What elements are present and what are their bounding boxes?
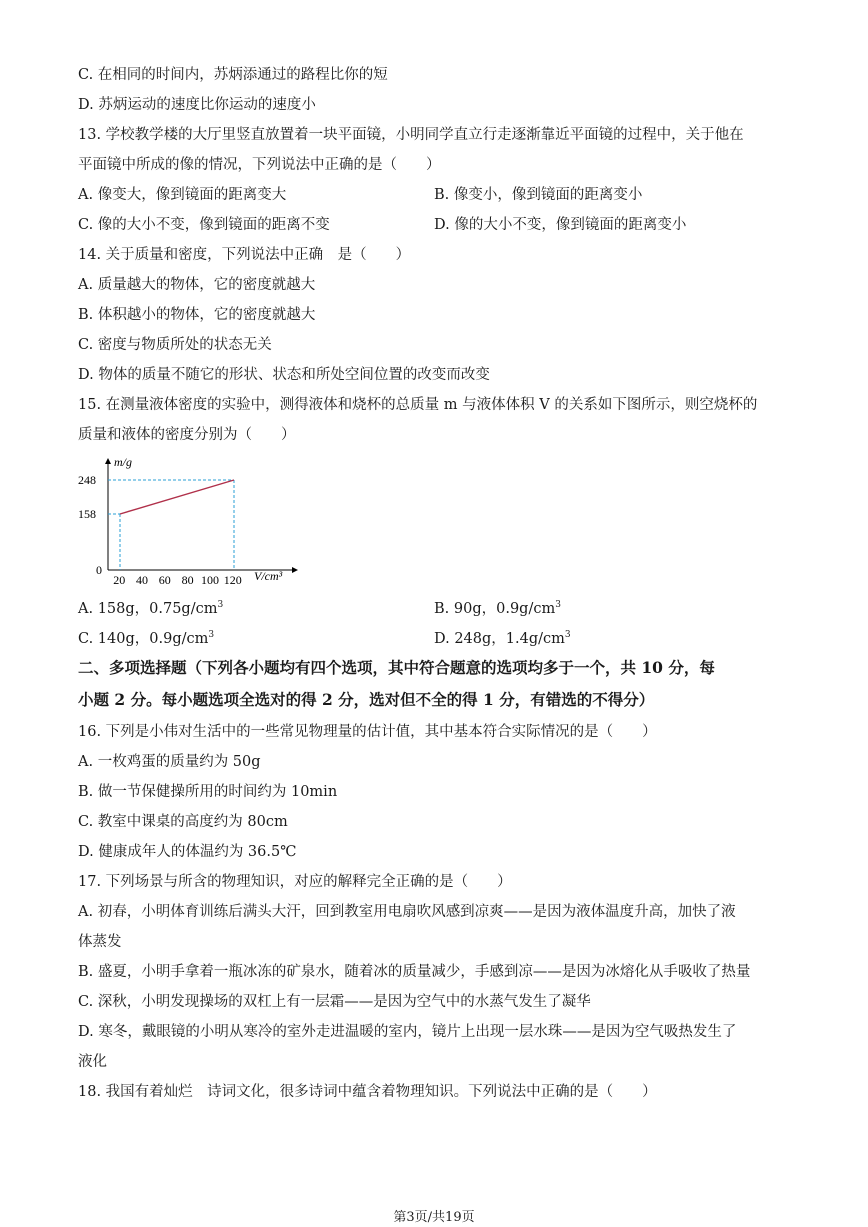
y-axis-arrow bbox=[105, 458, 111, 464]
q16-option-a: A. 一枚鸡蛋的质量约为 50g bbox=[78, 754, 261, 770]
q17-option-b: B. 盛夏，小明手拿着一瓶冰冻的矿泉水，随着冰的质量减少，手感到凉——是因为冰熔化从手吸收了热量 bbox=[78, 964, 751, 980]
origin-label: 0 bbox=[96, 563, 102, 577]
x-tick-label: 40 bbox=[136, 573, 148, 587]
q16-option-b: B. 做一节保健操所用的时间约为 10min bbox=[78, 784, 338, 800]
q17-option-a-2: 体蒸发 bbox=[78, 934, 122, 950]
q15-option-b: B. 90g，$0.9g/cm^3$ bbox=[434, 600, 561, 617]
mass-volume-graph bbox=[78, 450, 308, 588]
q16-option-d: D. 健康成年人的体温约为 36.5℃ bbox=[78, 844, 297, 860]
x-tick-label: 60 bbox=[158, 573, 171, 587]
data-line bbox=[120, 480, 234, 514]
q17-option-d: D. 寒冬，戴眼镜的小明从寒冷的室外走进温暖的室内，镜片上出现一层水珠——是因为空气吸热发生了 bbox=[78, 1024, 737, 1040]
y-tick-label: 158 bbox=[78, 507, 96, 521]
page-footer: 第3页/共19页 bbox=[393, 1210, 475, 1225]
q14-stem: 14. 关于质量和密度，下列说法中正确 是（ ） bbox=[78, 247, 411, 263]
section-heading-2: 小题 2 分。每小题选项全选对的得 2 分，选对但不全的得 1 分，有错选的不得分） bbox=[78, 690, 655, 709]
q18-stem: 18. 我国有着灿烂 诗词文化，很多诗词中蕴含着物理知识。下列说法中正确的是（ ） bbox=[78, 1084, 657, 1100]
line-2: D. 苏炳运动的速度比你运动的速度小 bbox=[78, 97, 316, 113]
x-tick-label: 80 bbox=[181, 573, 194, 587]
q14-option-c: C. 密度与物质所处的状态无关 bbox=[78, 337, 272, 353]
q13-stem-2: 平面镜中所成的像的情况，下列说法中正确的是（ ） bbox=[78, 157, 441, 173]
section-heading: 二、多项选择题（下列各小题均有四个选项，其中符合题意的选项均多于一个，共 10 分，每 bbox=[78, 658, 715, 677]
x-tick-label: 100 bbox=[201, 573, 219, 587]
q15-option-c: C. 140g，$0.9g/cm^3$ bbox=[78, 630, 215, 647]
q17-stem: 17. 下列场景与所含的物理知识，对应的解释完全正确的是（ ） bbox=[78, 874, 512, 890]
line-1: C. 在相同的时间内，苏炳添通过的路程比你的短 bbox=[78, 67, 388, 83]
q13-option-c: C. 像的大小不变，像到镜面的距离不变 bbox=[78, 217, 330, 233]
q15-option-a: A. 158g，$0.75g/cm^3$ bbox=[78, 600, 224, 617]
q17-option-a: A. 初春，小明体育训练后满头大汗，回到教室用电扇吹风感到凉爽——是因为液体温度升高，加快了液 bbox=[78, 904, 736, 920]
y-tick-label: 248 bbox=[78, 473, 96, 487]
q17-option-c: C. 深秋，小明发现操场的双杠上有一层霜——是因为空气中的水蒸气发生了凝华 bbox=[78, 994, 591, 1010]
x-tick-label: 120 bbox=[223, 573, 242, 587]
q17-option-d-2: 液化 bbox=[78, 1054, 107, 1070]
x-axis-label: V/cm³ bbox=[254, 569, 283, 583]
q15-stem: 15. 在测量液体密度的实验中，测得液体和烧杯的总质量 m 与液体体积 V 的关系如下图所示，则空烧杯的 bbox=[78, 397, 758, 413]
q14-option-a: A. 质量越大的物体，它的密度就越大 bbox=[78, 277, 316, 293]
q14-option-d: D. 物体的质量不随它的形状、状态和所处空间位置的改变而改变 bbox=[78, 367, 490, 383]
q13-option-b: B. 像变小，像到镜面的距离变小 bbox=[434, 187, 643, 203]
x-tick-label: 20 bbox=[113, 573, 126, 587]
q16-stem: 16. 下列是小伟对生活中的一些常见物理量的估计值，其中基本符合实际情况的是（ ） bbox=[78, 724, 657, 740]
q16-option-c: C. 教室中课桌的高度约为 80cm bbox=[78, 814, 288, 830]
q13-option-d: D. 像的大小不变，像到镜面的距离变小 bbox=[434, 217, 687, 233]
x-axis-arrow bbox=[292, 567, 298, 573]
q13-option-a: A. 像变大，像到镜面的距离变大 bbox=[78, 187, 287, 203]
q14-option-b: B. 体积越小的物体，它的密度就越大 bbox=[78, 307, 316, 323]
y-axis-label: m/g bbox=[114, 455, 132, 469]
q15-option-d: D. 248g，$1.4g/cm^3$ bbox=[434, 630, 571, 647]
q13-stem: 13. 学校教学楼的大厅里竖直放置着一块平面镜，小明同学直立行走逐渐靠近平面镜的过程中，关于他在 bbox=[78, 127, 744, 143]
q15-stem-2: 质量和液体的密度分别为（ ） bbox=[78, 427, 296, 443]
